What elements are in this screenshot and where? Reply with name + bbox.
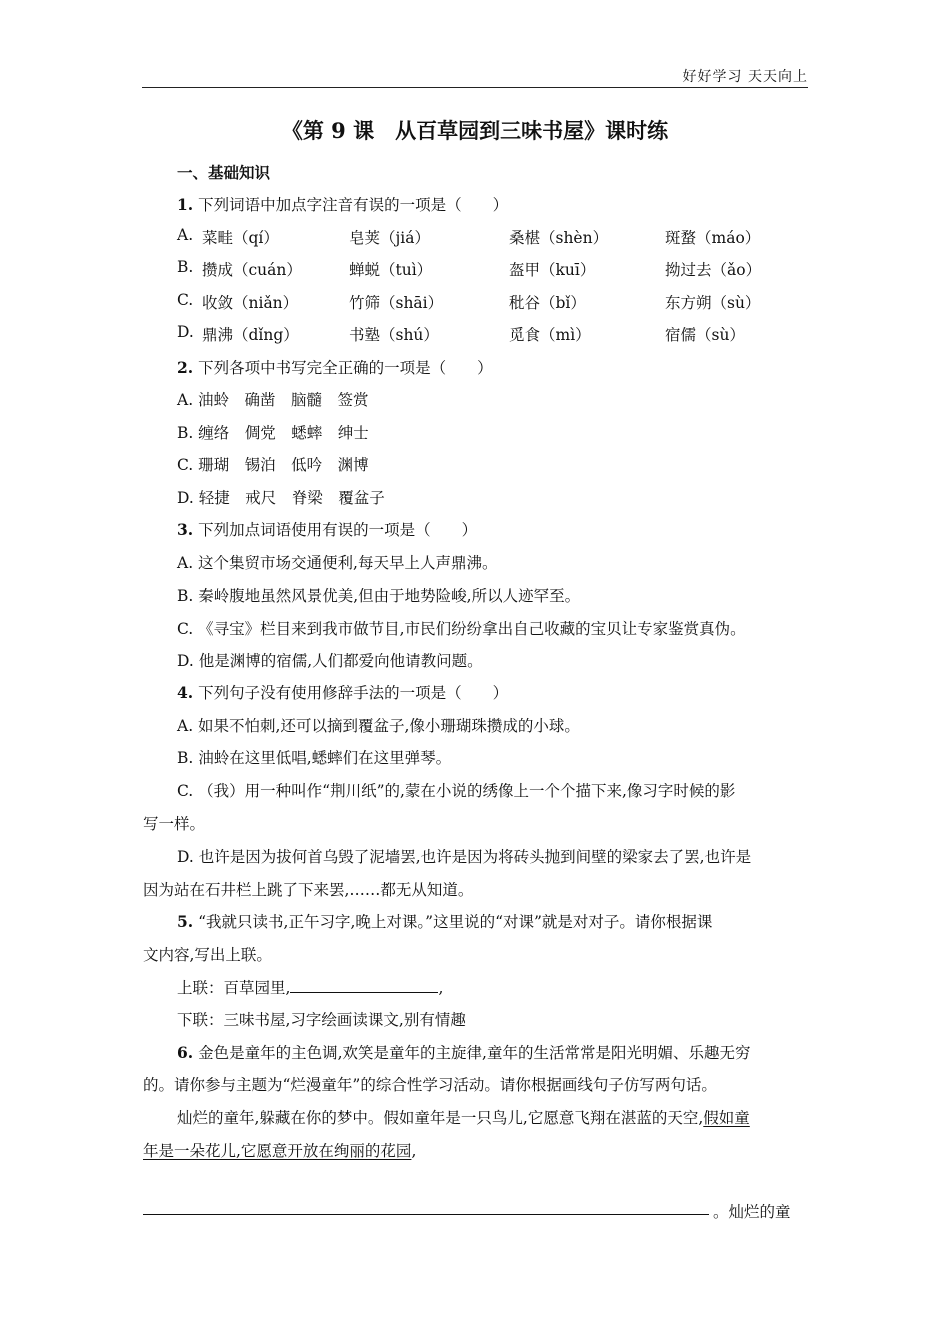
- answer-blank[interactable]: [143, 1214, 709, 1215]
- question-3: [177, 518, 477, 540]
- question-4: [177, 681, 508, 703]
- question-stem: 下列句子没有使用修辞手法的一项是（ ）: [198, 684, 509, 702]
- upper-couplet-blank[interactable]: [290, 978, 438, 993]
- lower-couplet: 下联：三味书屋,习字绘画读课文,别有情趣: [177, 1011, 466, 1029]
- q4-option-c-line1: C. （我）用一种叫作“荆川纸”的,蒙在小说的绣像上一个个描下来,像习字时候的影: [177, 782, 736, 800]
- question-stem: 下列各项中书写完全正确的一项是（ ）: [198, 359, 493, 377]
- passage-line1: [177, 1106, 750, 1128]
- q4-option-c-line2: 写一样。: [143, 815, 206, 833]
- passage-text: 灿烂的童年,躲藏在你的梦中。假如童年是一只鸟儿,它愿意飞翔在湛蓝的天空,: [177, 1109, 704, 1127]
- page-title: 《第 9 课 从百草园到三味书屋》课时练: [281, 118, 669, 143]
- option-item: 书塾（shú）: [349, 326, 439, 344]
- header-text: 好好学习 天天向上: [682, 69, 808, 85]
- q3-option-a: A. 这个集贸市场交通便利,每天早上人声鼎沸。: [177, 554, 498, 572]
- option-item: 鼎沸（dǐng）: [202, 326, 299, 344]
- option-item: 秕谷（bǐ）: [509, 294, 586, 312]
- question-stem: “我就只读书,正午习字,晚上对课。”这里说的“对课”就是对对子。请你根据课: [198, 913, 713, 931]
- upper-couplet-prefix: 上联：百草园里,: [177, 979, 291, 997]
- q4-option-d-line1: D. 也许是因为拔何首乌毁了泥墙罢,也许是因为将砖头抛到间壁的梁家去了罢,也许是: [177, 848, 752, 866]
- option-item: 攒成（cuán）: [202, 261, 302, 279]
- option-label: B.: [177, 258, 194, 276]
- header-rule: [142, 87, 808, 88]
- option-item: 斑蝥（máo）: [665, 229, 761, 247]
- option-item: 收敛（niǎn）: [202, 294, 299, 312]
- q2-option-b: B. 缠络 倜党 蟋蟀 绅士: [177, 424, 369, 442]
- q2-option-d: D. 轻捷 戒尺 脊梁 覆盆子: [177, 489, 385, 507]
- q4-option-b: B. 油蛉在这里低唱,蟋蟀们在这里弹琴。: [177, 749, 452, 767]
- question-2: [177, 356, 493, 378]
- q2-option-c: C. 珊瑚 锡泊 低吟 渊博: [177, 456, 369, 474]
- option-item: 拗过去（ǎo）: [665, 261, 762, 279]
- option-label: A.: [177, 226, 194, 244]
- passage-tail: 。灿烂的童: [713, 1203, 791, 1221]
- upper-couplet-suffix: ,: [438, 979, 444, 997]
- option-label: C.: [177, 291, 194, 309]
- underlined-sentence: 年是一朵花儿,它愿意开放在绚丽的花园: [143, 1142, 412, 1160]
- question-number: 5.: [177, 912, 194, 931]
- question-number: 4.: [177, 683, 194, 702]
- question-stem: 金色是童年的主色调,欢笑是童年的主旋律,童年的生活常常是阳光明媚、乐趣无穷: [198, 1044, 751, 1062]
- q3-option-d: D. 他是渊博的宿儒,人们都爱向他请教问题。: [177, 652, 483, 670]
- q3-option-c: C. 《寻宝》栏目来到我市做节目,市民们纷纷拿出自己收藏的宝贝让专家鉴赏真伪。: [177, 620, 746, 638]
- option-item: 菜畦（qí）: [202, 229, 279, 247]
- question-1: [177, 193, 508, 215]
- question-number: 6.: [177, 1043, 194, 1062]
- question-6-line2: 的。请你参与主题为“烂漫童年”的综合性学习活动。请你根据画线句子仿写两句话。: [143, 1076, 717, 1094]
- q3-option-b: B. 秦岭腹地虽然风景优美,但由于地势险峻,所以人迹罕至。: [177, 587, 581, 605]
- upper-couplet: [177, 976, 443, 998]
- question-number: 3.: [177, 520, 194, 539]
- question-stem: 下列加点词语使用有误的一项是（ ）: [198, 521, 478, 539]
- option-item: 皂荚（jiá）: [349, 229, 431, 247]
- passage-line2: [143, 1139, 416, 1161]
- option-item: 桑椹（shèn）: [509, 229, 609, 247]
- q4-option-a: A. 如果不怕刺,还可以摘到覆盆子,像小珊瑚珠攒成的小球。: [177, 717, 580, 735]
- question-5-line1: [177, 910, 712, 932]
- option-item: 宿儒（sù）: [665, 326, 745, 344]
- section-heading: 一、基础知识: [177, 163, 271, 182]
- question-6-line1: [177, 1041, 750, 1063]
- option-item: 蝉蜕（tuì）: [349, 261, 433, 279]
- option-item: 竹筛（shāi）: [349, 294, 444, 312]
- option-label: D.: [177, 323, 194, 341]
- question-stem: 下列词语中加点字注音有误的一项是（ ）: [198, 196, 509, 214]
- option-item: 东方朔（sù）: [665, 294, 761, 312]
- option-item: 觅食（mì）: [509, 326, 591, 344]
- question-5-line2: 文内容,写出上联。: [143, 946, 272, 964]
- underlined-sentence: 假如童: [703, 1109, 750, 1127]
- passage-text: ,: [411, 1142, 417, 1160]
- question-number: 2.: [177, 358, 194, 377]
- q4-option-d-line2: 因为站在石井栏上跳了下来罢,……都无从知道。: [143, 881, 474, 899]
- option-item: 盔甲（kuī）: [509, 261, 596, 279]
- q2-option-a: A. 油蛉 确凿 脑髓 签赏: [177, 391, 369, 409]
- question-number: 1.: [177, 195, 194, 214]
